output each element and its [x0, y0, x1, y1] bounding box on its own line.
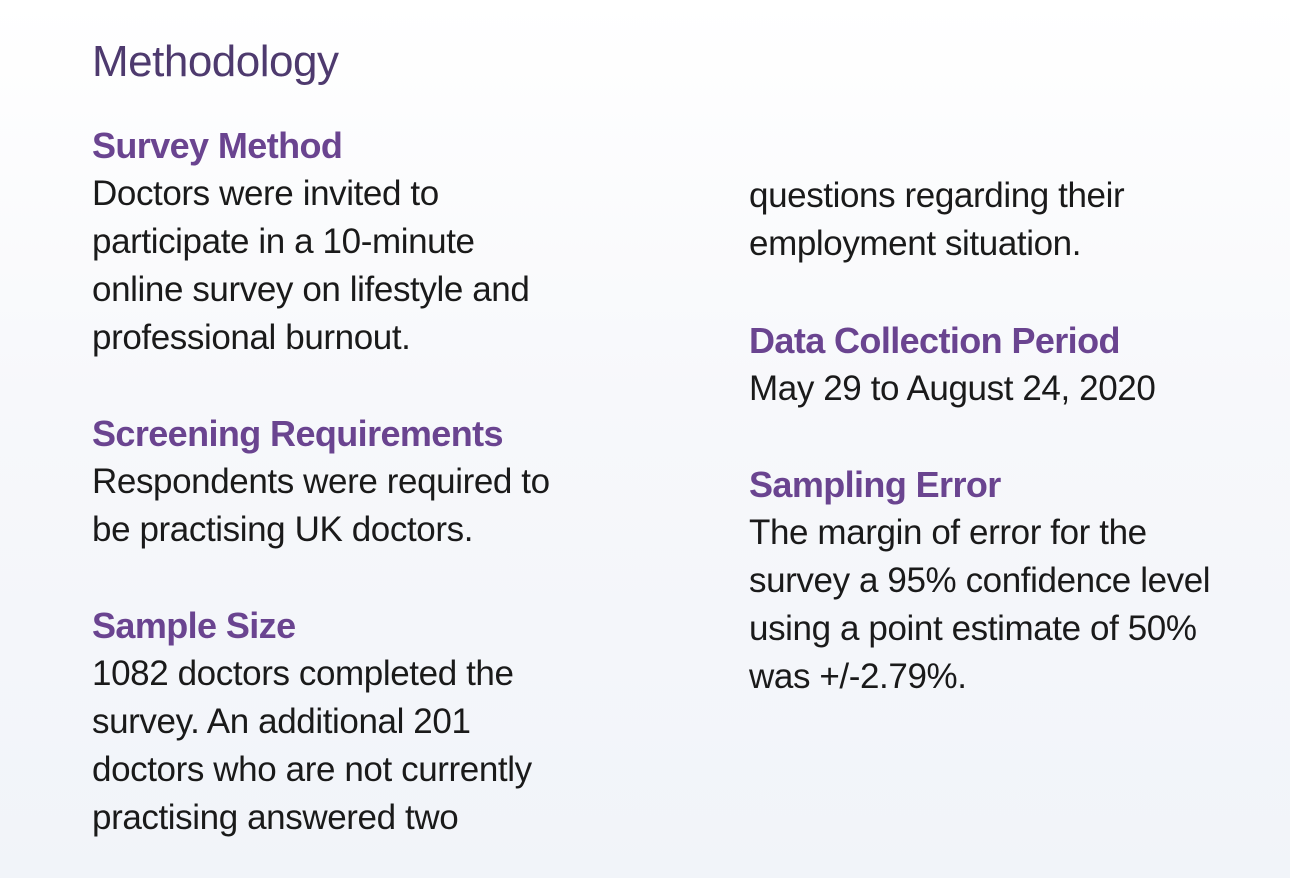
- section-heading-screening-requirements: Screening Requirements: [92, 413, 503, 454]
- body-line: May 29 to August 24, 2020: [749, 369, 1156, 408]
- section-heading-survey-method: Survey Method: [92, 125, 343, 166]
- section-body-data-collection-period: [749, 365, 1155, 413]
- body-line: Doctors were invited to: [92, 174, 439, 213]
- section-body-sample-size: [92, 650, 532, 842]
- section-body-survey-method: [92, 170, 529, 362]
- body-line: questions regarding their: [749, 176, 1125, 215]
- body-line: be practising UK doctors.: [92, 510, 474, 549]
- body-line: survey. An additional 201: [92, 702, 471, 741]
- section-body-sample-size-continued: [749, 172, 1124, 268]
- section-data-collection-period: [749, 317, 1155, 413]
- body-line: online survey on lifestyle and: [92, 270, 530, 309]
- section-sampling-error: [749, 461, 1210, 701]
- section-heading-sample-size: Sample Size: [92, 605, 296, 646]
- body-line: participate in a 10-minute: [92, 222, 475, 261]
- body-line: The margin of error for the: [749, 513, 1147, 552]
- section-heading-data-collection-period: Data Collection Period: [749, 320, 1120, 361]
- section-screening-requirements: [92, 410, 550, 554]
- body-line: doctors who are not currently: [92, 750, 532, 789]
- body-line: survey a 95% confidence level: [749, 561, 1211, 600]
- section-sample-size-continued: [749, 172, 1124, 268]
- section-heading-sampling-error: Sampling Error: [749, 464, 1001, 505]
- section-body-screening-requirements: [92, 458, 550, 554]
- section-body-sampling-error: [749, 509, 1210, 701]
- body-line: employment situation.: [749, 224, 1082, 263]
- body-line: Respondents were required to: [92, 462, 550, 501]
- section-sample-size: [92, 602, 532, 842]
- body-line: using a point estimate of 50%: [749, 609, 1197, 648]
- page-title: Methodology: [92, 37, 339, 86]
- body-line: practising answered two: [92, 798, 459, 837]
- body-line: 1082 doctors completed the: [92, 654, 514, 693]
- section-survey-method: [92, 122, 529, 362]
- body-line: professional burnout.: [92, 318, 411, 357]
- body-line: was +/-2.79%.: [749, 657, 967, 696]
